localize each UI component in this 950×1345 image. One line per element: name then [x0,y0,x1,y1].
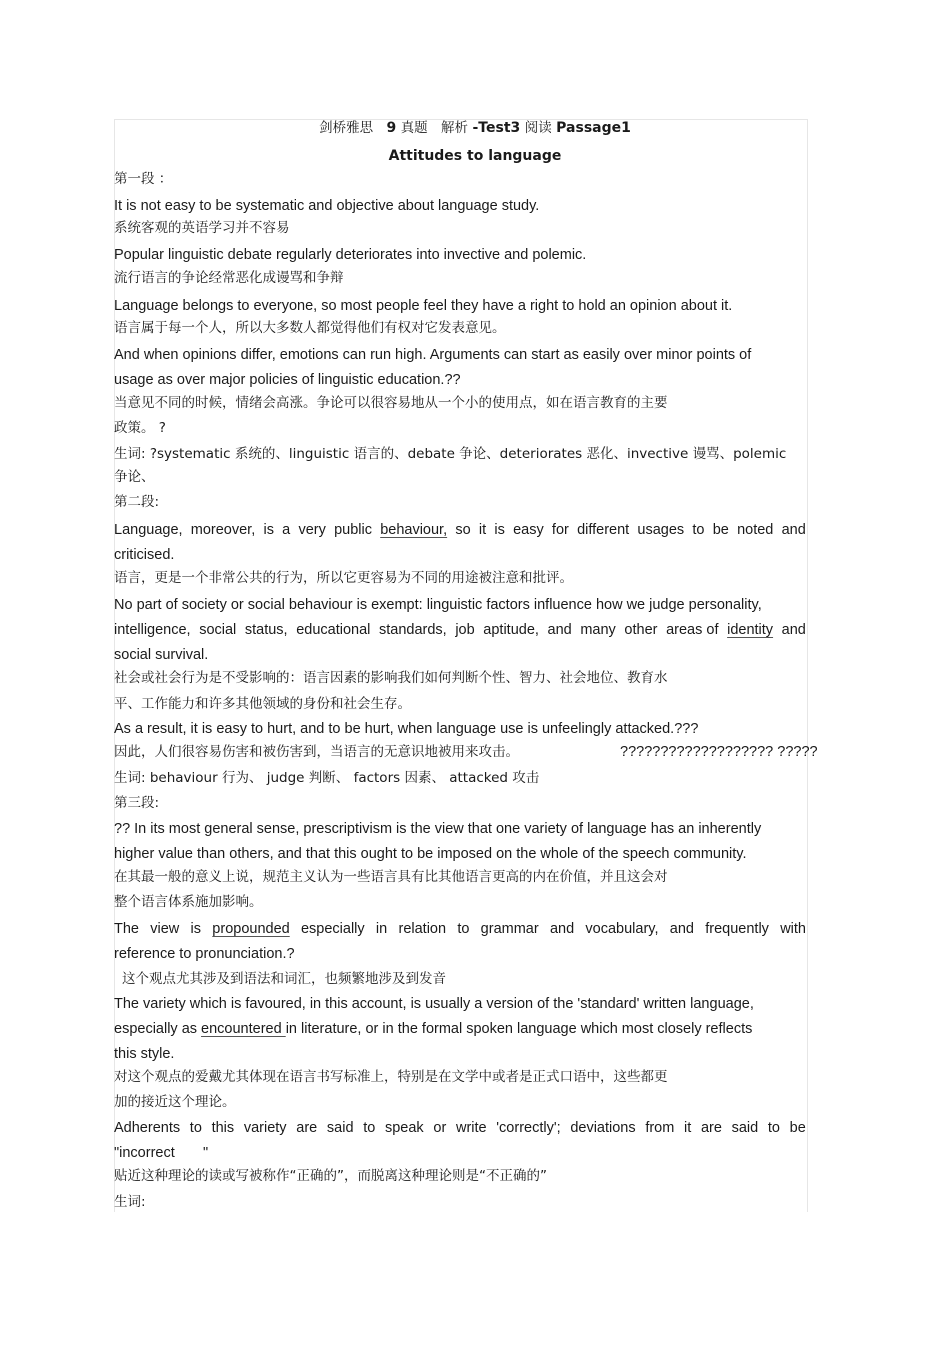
section-heading-1: 第一段 ： [114,171,173,187]
vocabulary-line: 生词: ?systematic 系统的、linguistic 语言的、debate 争论、deteriorates 恶化、invective 谩骂、polemic [114,446,787,462]
document-title: Attitudes to language [388,148,562,164]
sentence-zh: 这个观点尤其涉及到语法和词汇，也频繁地涉及到发音 [122,971,446,987]
header-exam: 剑桥雅思 [319,120,374,136]
sentence-en: this style. [114,1046,175,1062]
sentence-zh: 平、工作能力和许多其他领域的身份和社会生存。 [114,696,411,712]
underlined-word: behaviour, [380,522,448,538]
sentence-en: criticised. [114,547,175,563]
underlined-word: propounded [212,921,290,937]
sentence-zh: 整个语言体系施加影响。 [114,894,263,910]
sentence-en: ?? In its most general sense, prescriptivism is the view that one variety of language has an inherently [114,821,762,837]
section-heading-2: 第二段: [114,494,160,510]
sentence-zh: 系统客观的英语学习并不容易 [114,220,290,236]
justified-line: Language, moreover, is a very public behaviour, so it is easy for different usages to be noted and [114,522,806,538]
sentence-zh: 社会或社会行为是不受影响的：语言因素的影响我们如何判断个性、智力、社会地位、教育水 [114,670,668,686]
sentence-zh: 因此，人们很容易伤害和被伤害到，当语言的无意识地被用来攻击。 [114,744,519,760]
header-test: -Test3 [472,120,521,136]
underlined-word: identity [727,622,774,638]
sentence-en: higher value than others, and that this ought to be imposed on the whole of the speech community. [114,846,747,862]
sentence-en: reference to pronunciation.? [114,946,295,962]
sentence-zh: 语言，更是一个非常公共的行为，所以它更容易为不同的用途被注意和批评。 [114,570,573,586]
header-number: 9 [386,120,397,136]
sentence-en: The variety which is favoured, in this account, is usually a version of the 'standard' written language, [114,996,754,1012]
sentence-zh: 对这个观点的爱戴尤其体现在语言书写标准上，特别是在文学中或者是正式口语中，这些都更 [114,1069,668,1085]
justified-line: Adherents to this variety are said to speak or write 'correctly'; deviations from it are said to be [114,1120,806,1136]
vocabulary-line: 生词: [114,1194,146,1210]
sentence-en: And when opinions differ, emotions can run high. Arguments can start as easily over minor points of [114,347,752,363]
document-header [0,118,950,138]
justified-line: intelligence, social status, educational standards, job aptitude, and many other areas of identity and [114,622,806,638]
sentence-en: Language belongs to everyone, so most people feel they have a right to hold an opinion about it. [114,298,733,314]
question-marks: ??????????????????? ????? [620,744,818,760]
sentence-zh: 语言属于每一个人，所以大多数人都觉得他们有权对它发表意见。 [114,320,506,336]
sentence-en: social survival. [114,647,209,663]
sentence-zh: 贴近这种理论的读或写被称作“正确的”，而脱离这种理论则是“不正确的” [114,1168,547,1184]
header-analysis: 解析 [441,120,469,136]
sentence-en: usage as over major policies of linguistic education.?? [114,372,461,388]
sentence-en: "incorrect " [114,1145,209,1161]
underlined-word: encountered [201,1021,286,1037]
justified-line: The view is propounded especially in relation to grammar and vocabulary, and frequently with [114,921,806,937]
sentence-en: Popular linguistic debate regularly deteriorates into invective and polemic. [114,247,587,263]
section-heading-3: 第三段: [114,795,160,811]
sentence-zh: 在其最一般的意义上说，规范主义认为一些语言具有比其他语言更高的内在价值，并且这会对 [114,869,668,885]
sentence-en: As a result, it is easy to hurt, and to be hurt, when language use is unfeelingly attacked.??? [114,721,699,737]
header-real: 真题 [400,120,428,136]
sentence-zh: 流行语言的争论经常恶化成谩骂和争辩 [114,270,344,286]
sentence-zh: 政策。 ? [114,420,166,436]
header-passage: Passage1 [556,120,631,136]
header-reading: 阅读 [524,120,552,136]
vocabulary-line: 争论、 [114,469,155,485]
sentence-en: especially as encountered in literature, or in the formal spoken language which most closely reflects [114,1021,753,1037]
vocabulary-line: 生词: behaviour 行为、 judge 判断、 factors 因素、 attacked 攻击 [114,770,540,786]
sentence-en: No part of society or social behaviour is exempt: linguistic factors influence how we judge personality, [114,597,762,613]
sentence-en: It is not easy to be systematic and objective about language study. [114,198,540,214]
sentence-zh: 当意见不同的时候，情绪会高涨。争论可以很容易地从一个小的使用点，如在语言教育的主要 [114,395,668,411]
sentence-zh: 加的接近这个理论。 [114,1094,236,1110]
